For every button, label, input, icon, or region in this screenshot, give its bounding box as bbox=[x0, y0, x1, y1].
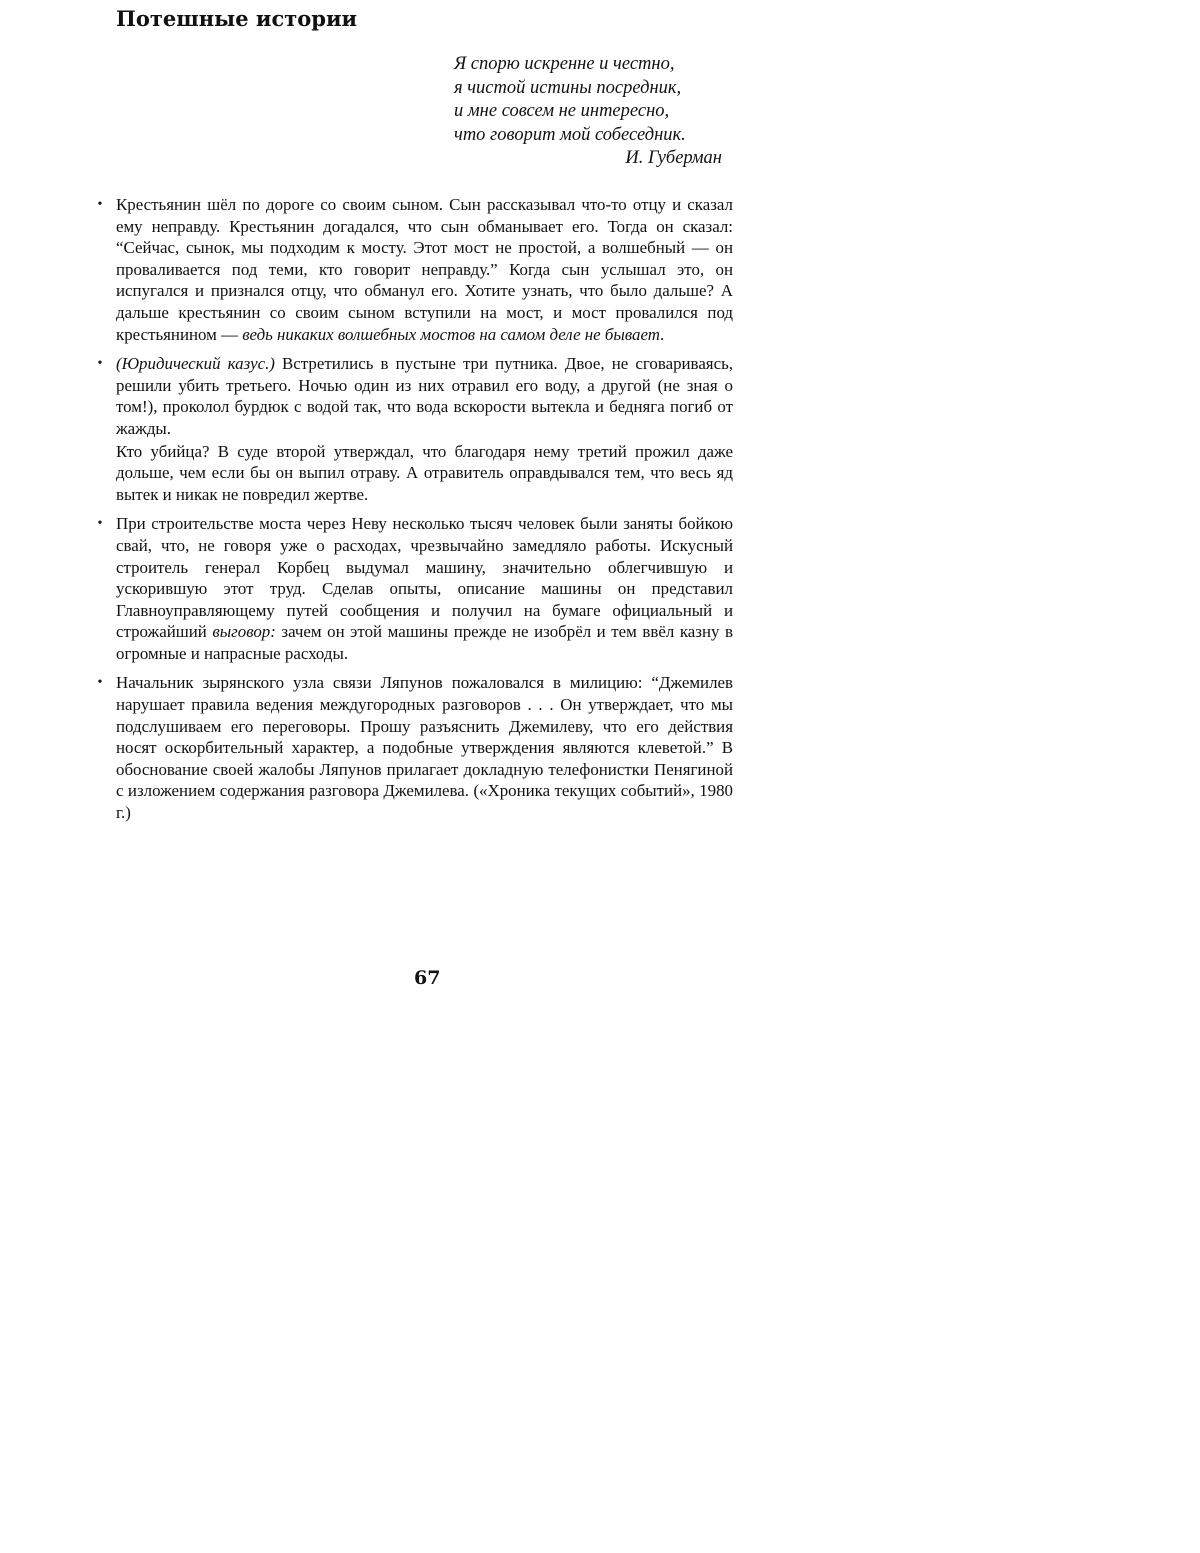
epigraph bbox=[454, 53, 734, 171]
story-text-end: . bbox=[659, 324, 665, 344]
epigraph-line: я чистой истины посредник, bbox=[454, 77, 682, 98]
bullet-icon: • bbox=[97, 356, 103, 372]
story-paragraph bbox=[116, 194, 733, 345]
story-text: При строительстве моста через Неву несколько тысяч человек были заняты бойкою свай, что, не говоря уже о расходах, чрезвычайно замедляло работы. Искусный строитель генерал Корбец выдумал машину, значительно облегчившую и ускорившую этот труд. Сделав опыты, описание машины он представил Главноуправляющему путей сообщения и получил на бумаге официальный и строжайший bbox=[116, 514, 733, 642]
story-emphasis: (Юридический казус.) bbox=[116, 354, 275, 374]
story-emphasis: выговор: bbox=[212, 622, 276, 642]
epigraph-author: И. Губерман bbox=[625, 148, 722, 168]
story-text-end: зачем он этой машины прежде не изобрёл и тем ввёл казну в огромные и напрасные расходы. bbox=[116, 622, 733, 663]
story-neva-bridge bbox=[97, 513, 733, 664]
story-emphasis: ведь никаких волшебных мостов на самом деле не бывает bbox=[242, 324, 660, 344]
story-paragraph bbox=[116, 672, 733, 823]
bullet-icon: • bbox=[97, 197, 103, 212]
section-title: Потешные истории bbox=[116, 6, 358, 31]
story-paragraph bbox=[116, 441, 733, 506]
bullet-icon: • bbox=[97, 516, 103, 532]
epigraph-line: что говорит мой собеседник. bbox=[454, 124, 686, 145]
page-number: 67 bbox=[414, 967, 441, 989]
story-communications bbox=[97, 672, 733, 823]
story-peasant-bridge bbox=[97, 194, 733, 345]
stories-list bbox=[97, 194, 734, 832]
story-text: Встретились в пустыне три путника. Двое, не сговариваясь, решили убить третьего. Ночью один из них отравил его воду, а другой (не зная о том!), проколол бурдюк с водой так, что вода вскорости вытекла и бедняга погиб от жажды. bbox=[116, 354, 734, 438]
epigraph-line: Я спорю искренне и честно, bbox=[454, 54, 675, 74]
story-text: Кто убийца? В суде второй утверждал, что благодаря нему третий прожил даже дольше, чем если бы он выпил отраву. А отравитель оправдывался тем, что весь яд вытек и никак не повредил жертве. bbox=[116, 441, 733, 504]
story-text: Крестьянин шёл по дороге со своим сыном. Сын рассказывал что-то отцу и сказал ему неправду. Крестьянин догадался, что сын обманывает его. Тогда он сказал: “Сейчас, сынок, мы подходим к мосту. Этот мост не простой, а волшебный — он проваливается под теми, кто говорит неправду.” Когда сын услышал это, он испугался и признался отцу, что обманул его. Хотите узнать, что было дальше? А дальше крестьянин со своим сыном вступили на мост, и мост провалился под крестьянином — bbox=[116, 195, 733, 344]
epigraph-line: и мне совсем не интересно, bbox=[454, 101, 670, 121]
story-paragraph bbox=[116, 513, 733, 664]
story-text: Начальник зырянского узла связи Ляпунов пожаловался в милицию: “Джемилев нарушает правила ведения междугородных разговоров . . . Он утверждает, что мы подслушиваем его переговоры. Прошу разъяснить Джемилеву, что его действия носят оскорбительный характер, а подобные утверждения являются клеветой.” В обоснование своей жалобы Ляпунов прилагает докладную телефонистки Пенягиной с изложением содержания разговора Джемилева. («Хроника текущих событий», 1980 г.) bbox=[116, 673, 733, 823]
bullet-icon: • bbox=[97, 675, 103, 691]
story-paragraph bbox=[116, 353, 733, 439]
story-legal-case bbox=[97, 353, 734, 505]
